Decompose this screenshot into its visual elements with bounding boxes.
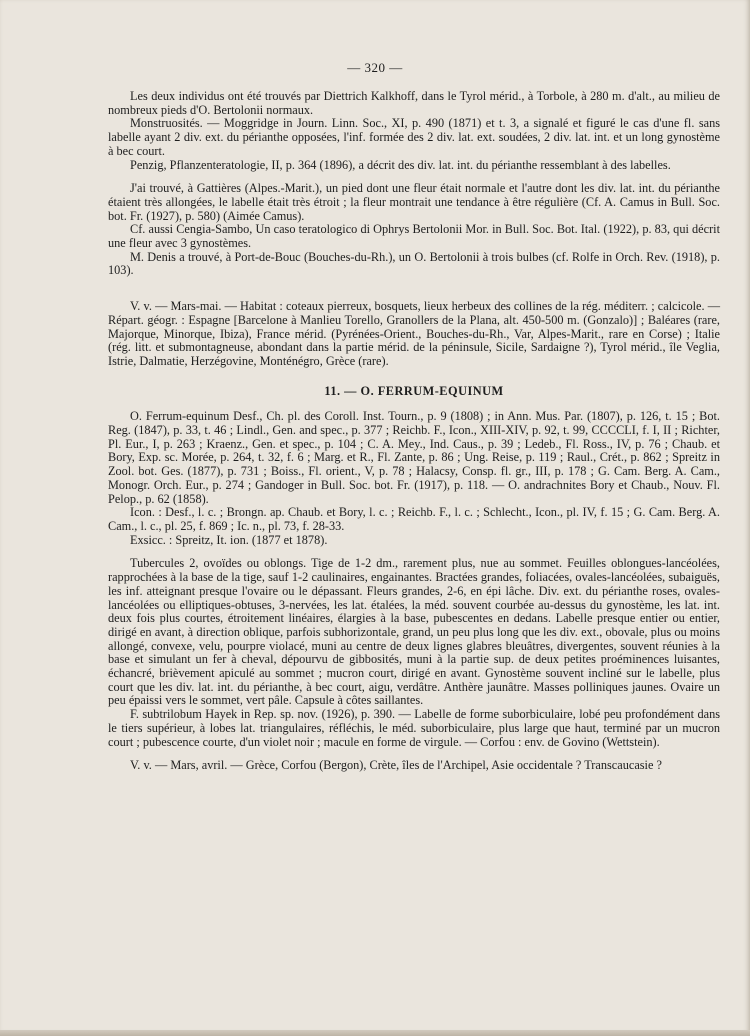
paragraph-exsicc: Exsicc. : Spreitz, It. ion. (1877 et 1878). bbox=[130, 532, 328, 547]
paragraph-subtrilobum: F. subtrilobum Hayek in Rep. sp. nov. (1926), p. 390. — Labelle de forme suborbiculaire, lobé peu profondément dans le tiers supérieur, à lobes lat. triangulaires, réfléchis, le méd. suborbiculaire, plus large que haut, terminé par un mucron court ; pubescence courte, d'un violet noir ; macule en forme de virgule. — Corfou : env. de Govino (Wettstein). bbox=[108, 707, 720, 749]
paragraph-denis: M. Denis a trouvé, à Port-de-Bouc (Bouches-du-Rh.), un O. Bertolonii à trois bulbes (cf. Rolfe in Orch. Rev. (1918), p. 103). bbox=[108, 249, 720, 278]
paragraph-penzig: Penzig, Pflanzenteratologie, II, p. 364 (1896), a décrit des div. lat. int. du périanthe ressemblant à des labelles. bbox=[130, 157, 671, 172]
paragraph-synonymy: O. Ferrum-equinum Desf., Ch. pl. des Coroll. Inst. Tourn., p. 9 (1808) ; in Ann. Mus. Par. (1807), p. 126, t. 15 ; Bot. Reg. (1847), p. 33, t. 46 ; Lindl., Gen. and spec., p. 377 ; Reichb. F., Icon., XIII-XIV, p. 92, t. 99, CCCCLI, f. I, II ; Richter, Pl. Eur., I, p. 263 ; Kraenz., Gen. et spec., p. 104 ; C. A. Mey., Ind. Caus., p. 39 ; Ledeb., Fl. Ross., IV, p. 76 ; Chaub. et Bory, Exp. sc. Morée, p. 264, t. 32, f. 6 ; Marg. et R., Fl. Zante, p. 86 ; Ung. Reise, p. 119 ; Raul., Crét., p. 862 ; Spreitz in Zool. bot. Ges. (1877), p. 731 ; Boiss., Fl. orient., V, p. 78 ; Halacsy, Consp. fl. gr., III, p. 178 ; G. Cam. Berg. A. Cam., Monogr. Orch. Eur., p. 274 ; Gandoger in Bull. Soc. bot. Fr. (1917), p. 118. — O. andrachnites Bory et Chaub., Nouv. Fl. Pelop., p. 62 (1858). bbox=[108, 409, 720, 506]
paragraph-gattieres: J'ai trouvé, à Gattières (Alpes.-Marit.), un pied dont une fleur était normale et l'autre dont les div. lat. int. du périanthe étaient très allongées, le labelle était très étroit ; la fleur montrait une tendance à être régulière (Cf. A. Camus in Bull. Soc. bot. Fr. (1927), p. 580) (Aimée Camus). bbox=[108, 181, 720, 223]
paragraph-cengia-sambo: Cf. aussi Cengia-Sambo, Un caso teratologico di Ophrys Bertolonii Mor. in Bull. Soc. Bot. Ital. (1922), p. 83, qui décrit une fleur avec 3 gynostèmes. bbox=[108, 222, 720, 251]
page-body bbox=[108, 90, 720, 773]
paragraph-habitat: V. v. — Mars-mai. — Habitat : coteaux pierreux, bosquets, lieux herbeux des collines de la rég. méditerr. ; calcicole. — Répart. géogr. : Espagne [Barcelone à Manlieu Torello, Granollers de la Plana, alt. 450-500 m. (Gonzalo)] ; Baléares (rare, Majorque, Minorque, Ibiza), France mérid. (Pyrénées-Orient., Bouches-du-Rh., Var, Alpes-Marit., rare en Corse) ; Italie (rég. litt. et submontagneuse, abondant dans la partie mérid. de la péninsule, Sicile, Sardaigne ?), Tyrol mérid., île Veglia, Istrie, Dalmatie, Herzégovine, Monténégro, Grèce (rare). bbox=[108, 299, 720, 368]
paragraph-description: Tubercules 2, ovoïdes ou oblongs. Tige de 1-2 dm., rarement plus, nue au sommet. Feuilles oblongues-lancéolées, rapprochées à la base de la tige, sauf 1-2 caulinaires, engainantes. Bractées grandes, foliacées, ovales-lancéolées, subaiguës, les inf. atteignant presque l'ovaire ou le dépassant. Fleurs grandes, 2-6, en épi lâche. Div. ext. du périanthe roses, ovales-lancéolées ou elliptiques-obtuses, 3-nervées, les lat. étalées, la méd. souvent courbée au-dessus du gynostème, les lat. int. deux fois plus courtes, étroitement linéaires, élargies à la base, pubescentes en dedans. Labelle presque entier ou entier, dirigé en avant, à direction oblique, parfois subhorizontale, grand, un peu plus long que les div. ext., obovale, plus ou moins allongé, convexe, velu, pourpre violacé, muni au centre de deux lignes glabres bleuâtres, divergentes, souvent réunies à la base et simulant un fer à cheval, dépourvu de gibbosités, muni à la partie sup. de deux petites proéminences luisantes, échancré, brièvement apiculé au sommet ; mucron court, dirigé en avant. Gynostème souvent incliné sur le labelle, plus court que les div. lat. int. du périanthe, à bec court, aigu, verdâtre. Anthère jaunâtre. Masses polliniques jaunes. Ovaire un peu épaissi vers le sommet, vert pâle. Capsule à côtes saillantes. bbox=[108, 556, 720, 708]
paragraph-icon: Icon. : Desf., l. c. ; Brongn. ap. Chaub. et Bory, l. c. ; Reichb. F., l. c. ; Schlecht., Icon., pl. IV, f. 15 ; G. Cam. Berg. A. Cam., l. c., pl. 25, f. 869 ; Ic. n., pl. 73, f. 28-33. bbox=[108, 505, 720, 533]
section-heading: 11. — O. FERRUM-EQUINUM bbox=[324, 383, 504, 398]
page-bottom-edge bbox=[0, 1030, 750, 1036]
paragraph-monstruosites: Monstruosités. — Moggridge in Journ. Linn. Soc., XI, p. 490 (1871) et t. 3, a signalé et figuré le cas d'une fl. sans labelle ayant 2 div. ext. du périanthe opposées, l'inf. formée des 2 div. lat. ext. soudées, 2 div. lat. int. et un long gynostème à bec court. bbox=[108, 116, 720, 158]
page-number: — 320 — bbox=[347, 60, 403, 75]
paragraph-distribution: V. v. — Mars, avril. — Grèce, Corfou (Bergon), Crète, îles de l'Archipel, Asie occidentale ? Transcaucasie ? bbox=[130, 758, 662, 773]
paragraph-kalkhoff: Les deux individus ont été trouvés par Diettrich Kalkhoff, dans le Tyrol mérid., à Torbole, à 280 m. d'alt., au milieu de nombreux pieds d'O. Bertolonii normaux. bbox=[108, 89, 720, 117]
